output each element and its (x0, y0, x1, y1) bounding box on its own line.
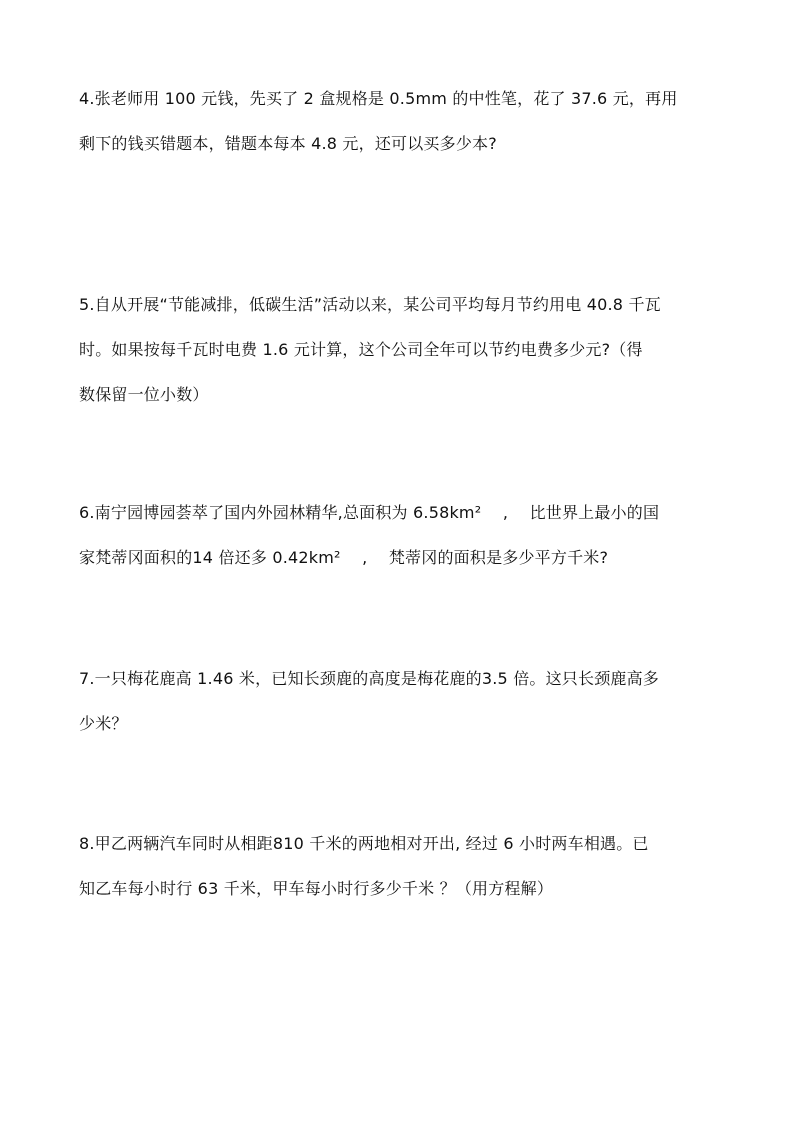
problem-5-line-3: 数保留一位小数） (79, 385, 209, 404)
problem-7-line-1: 7.一只梅花鹿高 1.46 米，已知长颈鹿的高度是梅花鹿的3.5 倍。这只长颈鹿高多 (79, 669, 659, 688)
problem-4-line-2: 剩下的钱买错题本，错题本每本 4.8 元，还可以买多少本? (79, 134, 497, 153)
problem-6-line-2: 家梵蒂冈面积的14 倍还多 0.42km² , 梵蒂冈的面积是多少平方千米? (79, 548, 609, 567)
problem-4 (79, 76, 729, 166)
problem-8-line-1: 8.甲乙两辆汽车同时从相距810 千米的两地相对开出, 经过 6 小时两车相遇。已 (79, 834, 649, 853)
problem-5 (79, 282, 729, 417)
problem-7 (79, 656, 729, 746)
problem-4-line-1: 4.张老师用 100 元钱，先买了 2 盒规格是 0.5mm 的中性笔，花了 37.6 元，再用 (79, 89, 678, 108)
problem-6 (79, 490, 729, 580)
problem-5-line-2: 时。如果按每千瓦时电费 1.6 元计算，这个公司全年可以节约电费多少元?（得 (79, 340, 643, 359)
problem-5-line-1: 5.自从开展“节能减排，低碳生活”活动以来，某公司平均每月节约用电 40.8 千瓦 (79, 295, 661, 314)
problem-8-line-2: 知乙车每小时行 63 千米，甲车每小时行多少千米 ？（用方程解） (79, 879, 554, 898)
problem-7-line-2: 少米？ (79, 714, 128, 733)
problem-6-line-1: 6.南宁园博园荟萃了国内外园林精华,总面积为 6.58km² , 比世界上最小的国 (79, 503, 660, 522)
problem-8 (79, 821, 729, 911)
